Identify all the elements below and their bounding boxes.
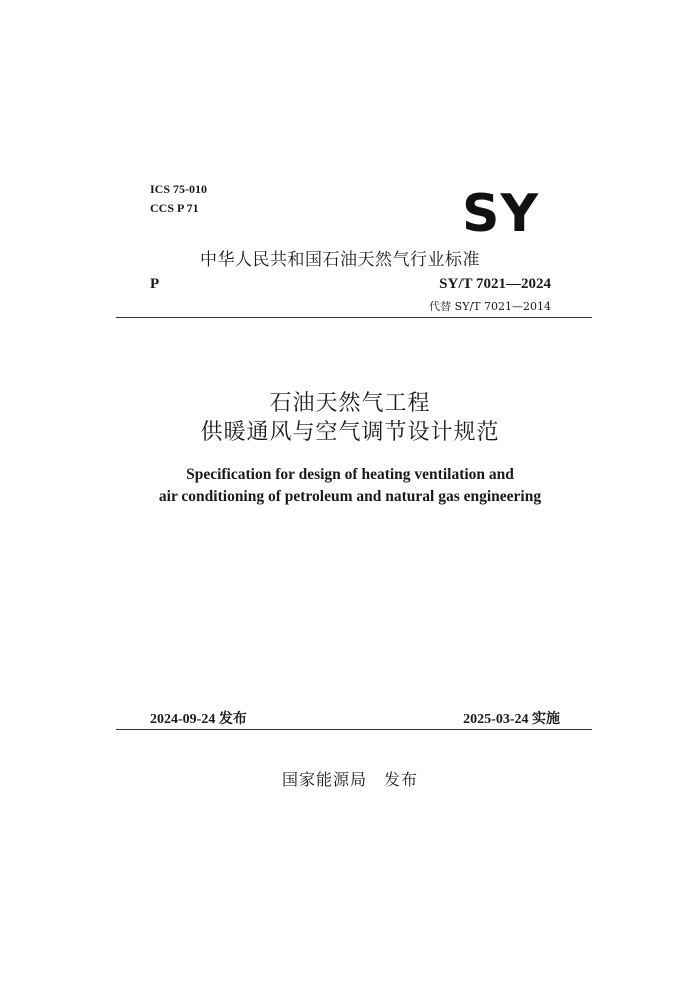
- industry-standard-title: 中华人民共和国石油天然气行业标准: [200, 250, 480, 270]
- implementation-date: 2025-03-24 实施: [463, 712, 560, 727]
- publisher: 国家能源局 发布: [281, 770, 418, 789]
- title-english-line-1: Specification for design of heating ventilation and: [186, 466, 514, 483]
- title-english-line-2: air conditioning of petroleum and natural gas engineering: [158, 488, 542, 505]
- ics-code: ICS 75-010: [150, 182, 208, 196]
- replaces-standard: 代替 SY/T 7021—2014: [429, 300, 551, 313]
- title-chinese-line-2: 供暖通风与空气调节设计规范: [200, 420, 500, 445]
- standard-number: SY/T 7021—2024: [439, 276, 551, 292]
- ccs-code: CCS P 71: [150, 201, 199, 215]
- sy-logo: SY: [462, 184, 540, 244]
- footer-divider: [116, 729, 592, 730]
- title-chinese-line-1: 石油天然气工程: [269, 391, 431, 416]
- classification-letter: P: [150, 276, 160, 292]
- issue-date: 2024-09-24 发布: [150, 712, 247, 727]
- header-divider: [116, 317, 592, 318]
